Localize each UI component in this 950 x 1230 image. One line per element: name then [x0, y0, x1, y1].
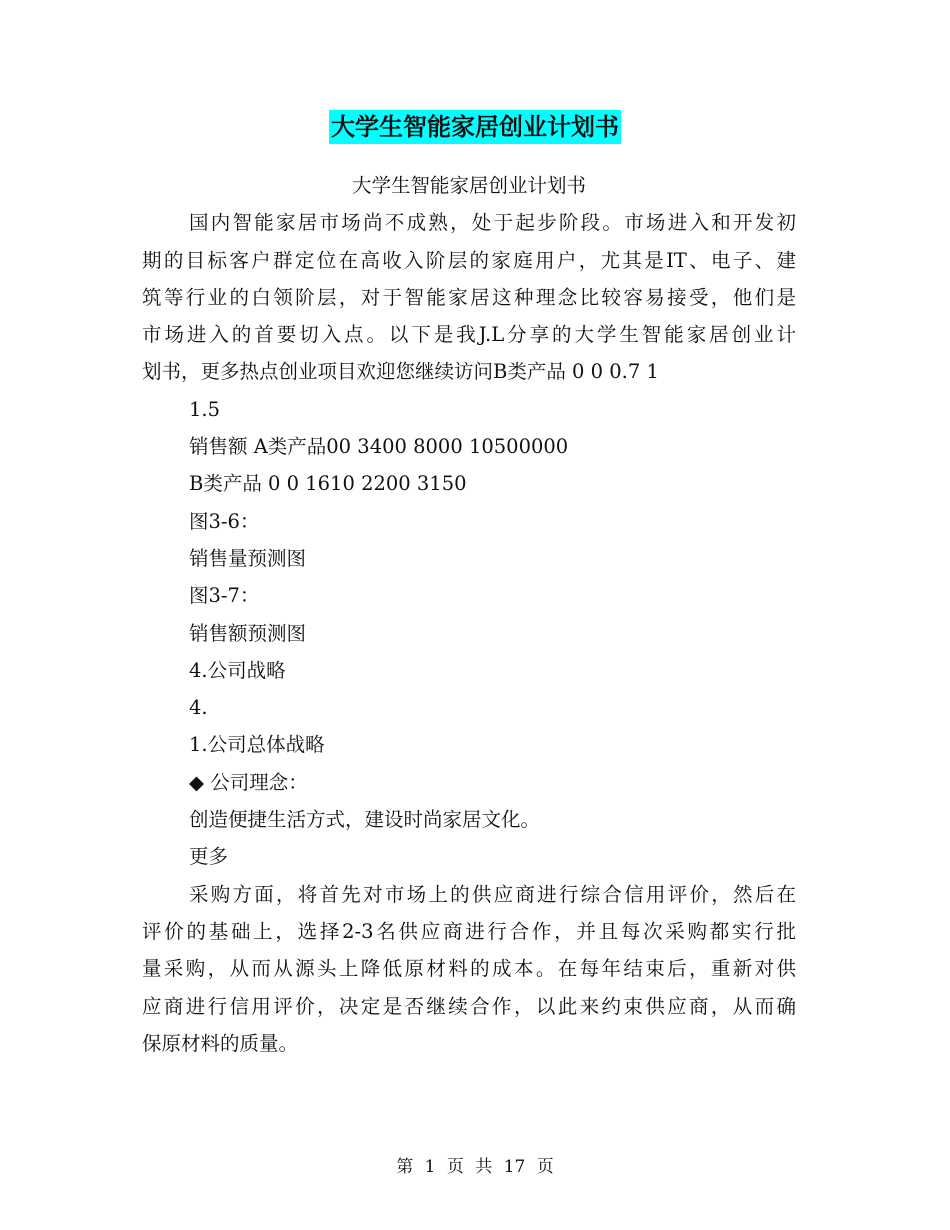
- text-line: 1.5: [189, 397, 221, 421]
- paragraph-line: 应商进行信用评价，决定是否继续合作，以此来约束供应商，从而确: [142, 994, 796, 1018]
- title-container: [0, 110, 950, 144]
- text-line: 4.: [189, 696, 208, 720]
- text-line: 销售量预测图: [189, 546, 307, 570]
- text-line: B类产品 0 0 1610 2200 3150: [189, 472, 467, 496]
- section-heading: 1.公司总体战略: [189, 733, 325, 757]
- text-line: 图3-6：: [189, 509, 260, 533]
- paragraph-line: 划书，更多热点创业项目欢迎您继续访问B类产品 0 0 0.7 1: [142, 360, 659, 384]
- paragraph-line: 量采购，从而从源头上降低原材料的成本。在每年结束后，重新对供: [142, 957, 796, 981]
- text-line: 销售额 A类产品00 3400 8000 10500000: [189, 435, 569, 459]
- section-heading: 4.公司战略: [189, 658, 286, 682]
- document-body: [142, 167, 796, 1062]
- paragraph-line: 评价的基础上，选择2-3名供应商进行合作，并且每次采购都实行批: [142, 919, 796, 943]
- page-footer: 第 1 页 共 17 页: [396, 1157, 554, 1177]
- subtitle: 大学生智能家居创业计划书: [351, 174, 586, 197]
- text-line: 更多: [189, 845, 229, 869]
- paragraph-line: 期的目标客户群定位在高收入阶层的家庭用户，尤其是IT、电子、建: [142, 248, 796, 272]
- paragraph-line: 采购方面，将首先对市场上的供应商进行综合信用评价，然后在: [189, 882, 796, 906]
- text-line: 销售额预测图: [189, 621, 307, 645]
- paragraph-line: 保原材料的质量。: [142, 1031, 299, 1055]
- paragraph-line: 国内智能家居市场尚不成熟，处于起步阶段。市场进入和开发初: [189, 211, 796, 235]
- text-line: 创造便捷生活方式，建设时尚家居文化。: [189, 808, 541, 832]
- bullet-line: ◆ 公司理念：: [189, 770, 308, 794]
- paragraph-line: 筑等行业的白领阶层，对于智能家居这种理念比较容易接受，他们是: [142, 285, 796, 309]
- text-line: 图3-7：: [189, 584, 260, 608]
- paragraph-line: 市场进入的首要切入点。以下是我J.L分享的大学生智能家居创业计: [142, 323, 796, 347]
- document-title: 大学生智能家居创业计划书: [329, 110, 621, 144]
